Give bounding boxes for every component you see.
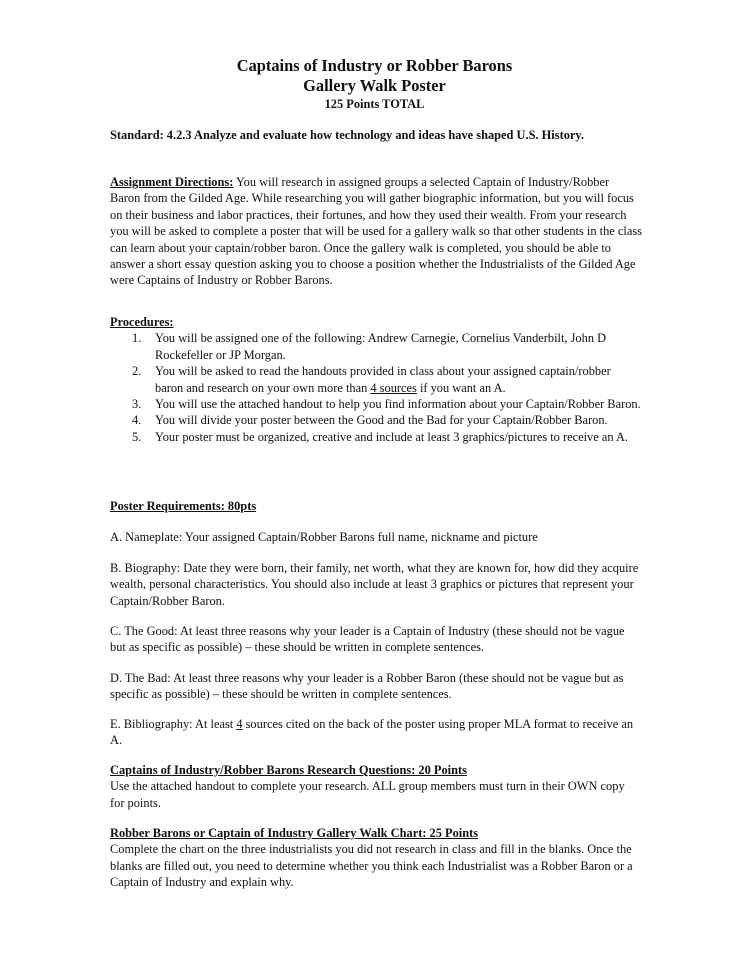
assignment-heading: Assignment Directions: <box>110 175 234 189</box>
requirement-good: C. The Good: At least three reasons why your leader is a Captain of Industry (these should not be vague but as specific as possible) – these should be written in complete sentences. <box>110 624 625 655</box>
procedures-list <box>110 330 642 445</box>
requirement-biography: B. Biography: Date they were born, their family, net worth, what they are known for, how did they acquire wealth, personal characteristics. You should also include at least 3 graphics or pictures that represent your Captain/Robber Baron. <box>110 561 639 608</box>
research-heading: Captains of Industry/Robber Barons Research Questions: 20 Points <box>110 763 467 777</box>
document-title: Captains of Industry or Robber Barons <box>236 56 513 75</box>
procedure-item: 2. You will be asked to read the handouts provided in class about your assigned captain/robber baron and research on your own more than 4 sources if you want an A. <box>132 364 611 395</box>
procedure-item: 5. Your poster must be organized, creative and include at least 3 graphics/pictures to receive an A. <box>132 429 628 444</box>
gallery-walk-chart-section <box>110 825 642 891</box>
procedures-section <box>110 314 642 445</box>
assignment-directions <box>110 174 642 289</box>
standard-line: Standard: 4.2.3 Analyze and evaluate how technology and ideas have shaped U.S. History. <box>110 128 585 142</box>
requirement-nameplate: A. Nameplate: Your assigned Captain/Robber Barons full name, nickname and picture <box>110 530 538 544</box>
requirement-bibliography: E. Bibliography: At least 4 sources cited on the back of the poster using proper MLA format to receive an A. <box>110 717 634 748</box>
chart-heading: Robber Barons or Captain of Industry Gallery Walk Chart: 25 Points <box>110 826 479 840</box>
procedure-item: 3. You will use the attached handout to help you find information about your Captain/Robber Baron. <box>132 397 641 412</box>
procedures-heading: Procedures: <box>110 315 174 329</box>
points-total: 125 Points TOTAL <box>324 97 425 111</box>
procedure-item: 4. You will divide your poster between the Good and the Bad for your Captain/Robber Baron. <box>132 413 608 428</box>
chart-text: Complete the chart on the three industrialists you did not research in class and fill in the blanks. Once the blanks are filled out, you need to determine whether you think each Industrialist was a Robber Baron or a Captain of Industry and explain why. <box>110 842 633 890</box>
assignment-text: You will research in assigned groups a selected Captain of Industry/Robber Baron from the Gilded Age. While researching you will gather biographic information, but you will focus on their business and labor practices, their fortunes, and how they used their wealth. From your research you will be asked to complete a poster that will be used for a gallery walk so that other students in the class can learn about your captain/robber baron. Once the gallery walk is completed, you should be able to answer a short essay question asking you to choose a position whether the Industrialists of the Gilded Age were Captains of Industry or Robber Barons. <box>110 175 642 288</box>
procedure-item: 1. You will be assigned one of the following: Andrew Carnegie, Cornelius Vanderbilt, John D Rockefeller or JP Morgan. <box>132 331 607 362</box>
document-subtitle: Gallery Walk Poster <box>303 76 446 95</box>
research-questions-section <box>110 762 642 811</box>
requirement-bad: D. The Bad: At least three reasons why your leader is a Robber Baron (these should not be vague but as specific as possible) – these should be written in complete sentences. <box>110 671 624 702</box>
poster-requirements-heading: Poster Requirements: 80pts <box>110 499 257 513</box>
research-text: Use the attached handout to complete your research. ALL group members must turn in their OWN copy for points. <box>110 779 625 810</box>
